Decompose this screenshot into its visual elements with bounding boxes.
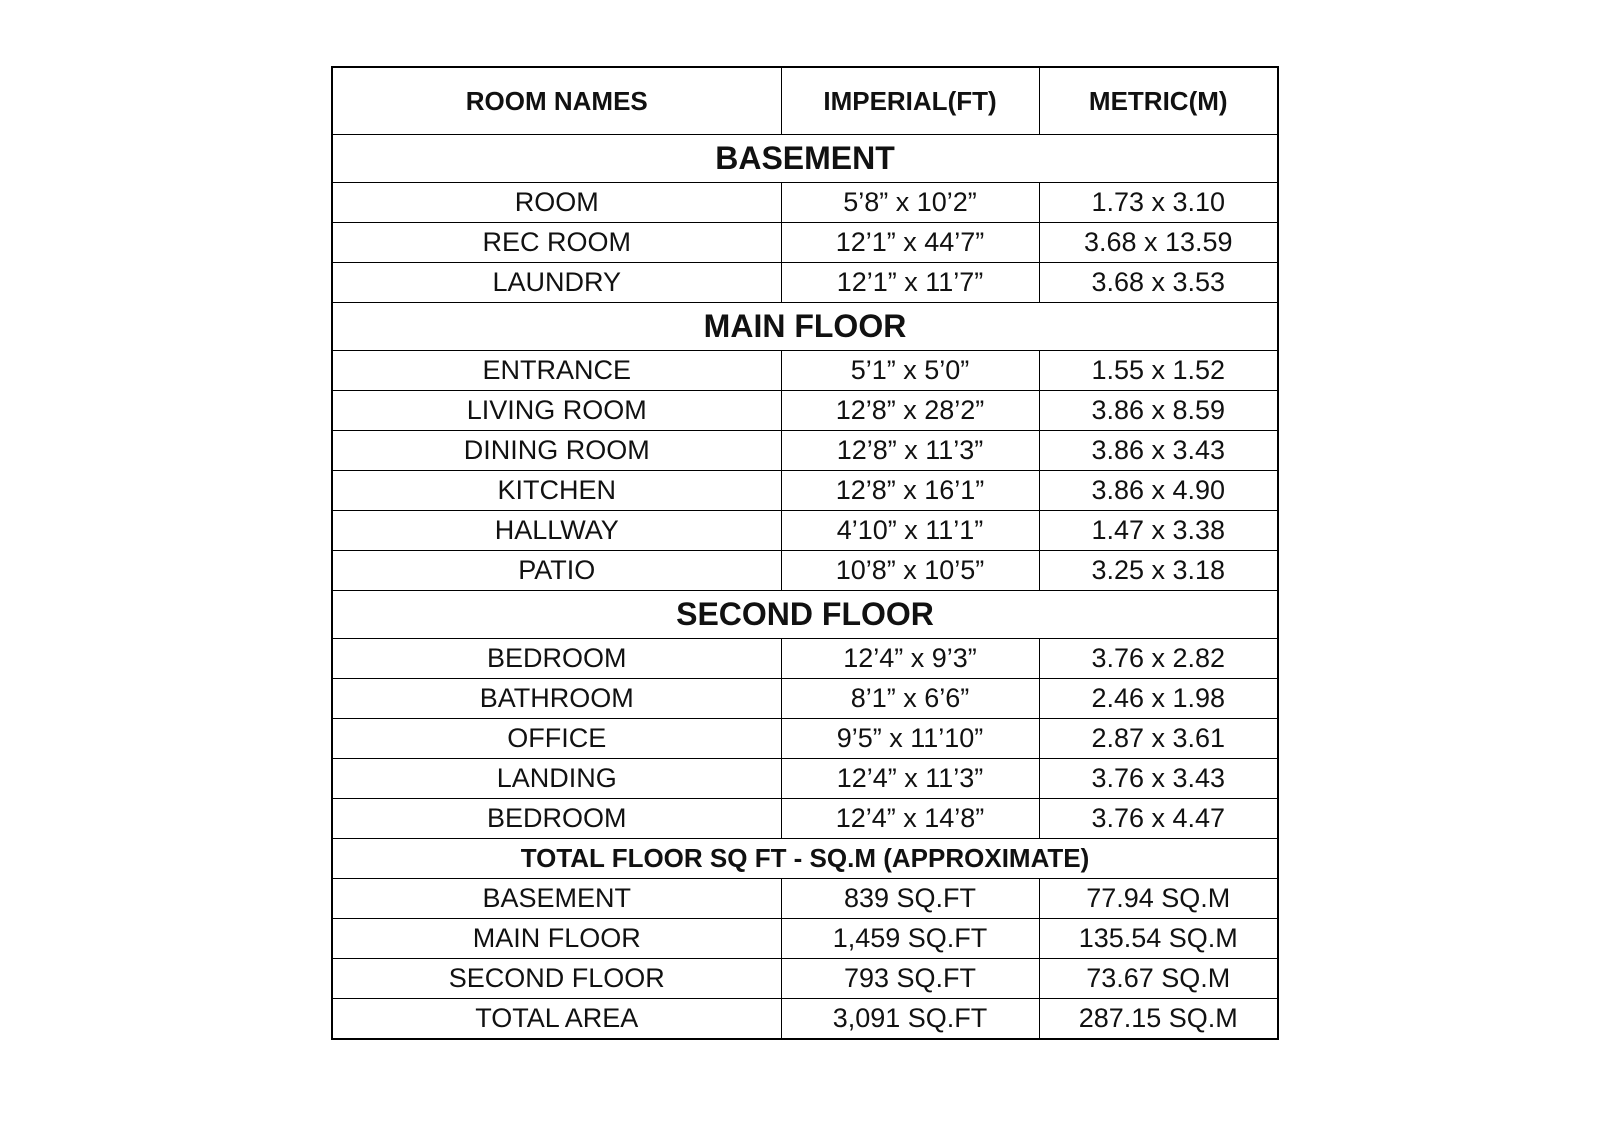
header-row <box>332 67 1278 135</box>
section-title: BASEMENT <box>332 135 1278 183</box>
room-name: LIVING ROOM <box>332 391 781 431</box>
metric-value: 3.68 x 3.53 <box>1039 263 1278 303</box>
total-imperial: 793 SQ.FT <box>781 959 1039 999</box>
room-name: HALLWAY <box>332 511 781 551</box>
total-imperial: 3,091 SQ.FT <box>781 999 1039 1040</box>
room-name: PATIO <box>332 551 781 591</box>
room-name: REC ROOM <box>332 223 781 263</box>
total-metric: 135.54 SQ.M <box>1039 919 1278 959</box>
section-title: SECOND FLOOR <box>332 591 1278 639</box>
metric-value: 2.87 x 3.61 <box>1039 719 1278 759</box>
section-title: MAIN FLOOR <box>332 303 1278 351</box>
metric-value: 2.46 x 1.98 <box>1039 679 1278 719</box>
header-imperial: IMPERIAL(FT) <box>781 67 1039 135</box>
metric-value: 3.76 x 4.47 <box>1039 799 1278 839</box>
total-row <box>332 919 1278 959</box>
total-metric: 287.15 SQ.M <box>1039 999 1278 1040</box>
total-name: BASEMENT <box>332 879 781 919</box>
imperial-value: 12’8” x 28’2” <box>781 391 1039 431</box>
imperial-value: 5’8” x 10’2” <box>781 183 1039 223</box>
room-name: DINING ROOM <box>332 431 781 471</box>
imperial-value: 12’8” x 11’3” <box>781 431 1039 471</box>
room-name: LAUNDRY <box>332 263 781 303</box>
header-metric: METRIC(M) <box>1039 67 1278 135</box>
total-metric: 77.94 SQ.M <box>1039 879 1278 919</box>
metric-value: 1.55 x 1.52 <box>1039 351 1278 391</box>
total-imperial: 839 SQ.FT <box>781 879 1039 919</box>
room-name: KITCHEN <box>332 471 781 511</box>
imperial-value: 9’5” x 11’10” <box>781 719 1039 759</box>
metric-value: 1.47 x 3.38 <box>1039 511 1278 551</box>
metric-value: 1.73 x 3.10 <box>1039 183 1278 223</box>
metric-value: 3.25 x 3.18 <box>1039 551 1278 591</box>
imperial-value: 12’8” x 16’1” <box>781 471 1039 511</box>
table-row <box>332 471 1278 511</box>
table-row <box>332 511 1278 551</box>
section-row-basement <box>332 135 1278 183</box>
metric-value: 3.76 x 3.43 <box>1039 759 1278 799</box>
totals-title: TOTAL FLOOR SQ FT - SQ.M (APPROXIMATE) <box>332 839 1278 879</box>
total-name: TOTAL AREA <box>332 999 781 1040</box>
imperial-value: 8’1” x 6’6” <box>781 679 1039 719</box>
table-row <box>332 679 1278 719</box>
table-row <box>332 431 1278 471</box>
imperial-value: 5’1” x 5’0” <box>781 351 1039 391</box>
total-row <box>332 999 1278 1040</box>
table-row <box>332 351 1278 391</box>
section-row-main-floor <box>332 303 1278 351</box>
total-name: SECOND FLOOR <box>332 959 781 999</box>
room-name: ROOM <box>332 183 781 223</box>
imperial-value: 12’4” x 9’3” <box>781 639 1039 679</box>
room-name: BEDROOM <box>332 799 781 839</box>
table-row <box>332 183 1278 223</box>
header-room-names: ROOM NAMES <box>332 67 781 135</box>
imperial-value: 4’10” x 11’1” <box>781 511 1039 551</box>
metric-value: 3.86 x 3.43 <box>1039 431 1278 471</box>
room-name: BATHROOM <box>332 679 781 719</box>
total-metric: 73.67 SQ.M <box>1039 959 1278 999</box>
metric-value: 3.86 x 8.59 <box>1039 391 1278 431</box>
imperial-value: 12’4” x 14’8” <box>781 799 1039 839</box>
table-row <box>332 223 1278 263</box>
metric-value: 3.68 x 13.59 <box>1039 223 1278 263</box>
table-row <box>332 639 1278 679</box>
total-name: MAIN FLOOR <box>332 919 781 959</box>
table-row <box>332 551 1278 591</box>
room-dimensions-table <box>331 66 1279 1040</box>
total-imperial: 1,459 SQ.FT <box>781 919 1039 959</box>
table-row <box>332 719 1278 759</box>
table-row <box>332 759 1278 799</box>
imperial-value: 12’1” x 11’7” <box>781 263 1039 303</box>
imperial-value: 12’1” x 44’7” <box>781 223 1039 263</box>
room-name: ENTRANCE <box>332 351 781 391</box>
metric-value: 3.76 x 2.82 <box>1039 639 1278 679</box>
table-row <box>332 263 1278 303</box>
total-row <box>332 879 1278 919</box>
room-name: LANDING <box>332 759 781 799</box>
table-row <box>332 799 1278 839</box>
table-row <box>332 391 1278 431</box>
imperial-value: 12’4” x 11’3” <box>781 759 1039 799</box>
metric-value: 3.86 x 4.90 <box>1039 471 1278 511</box>
section-row-second-floor <box>332 591 1278 639</box>
imperial-value: 10’8” x 10’5” <box>781 551 1039 591</box>
room-name: BEDROOM <box>332 639 781 679</box>
total-row <box>332 959 1278 999</box>
totals-heading-row <box>332 839 1278 879</box>
room-name: OFFICE <box>332 719 781 759</box>
